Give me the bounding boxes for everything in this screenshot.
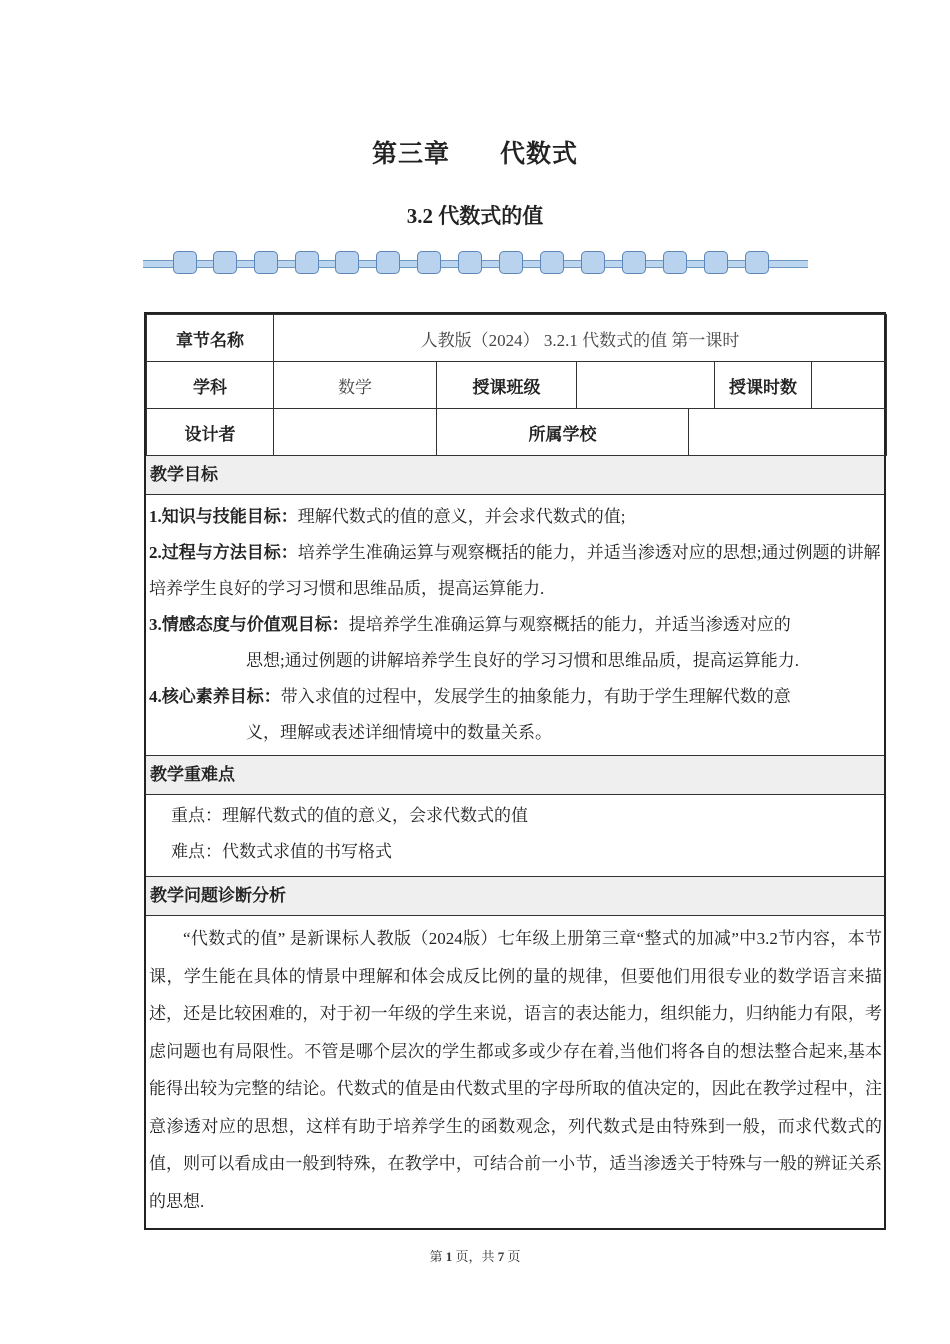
chapter-number: 第三章: [371, 141, 450, 168]
analysis-heading: 教学问题诊断分析: [146, 876, 884, 916]
school-value[interactable]: [689, 409, 887, 456]
school-label: 所属学校: [437, 409, 689, 456]
goal-label: 3.情感态度与价值观目标：: [149, 615, 349, 634]
goal-text: 提培养学生准确运算与观察概括的能力，并适当渗透对应的: [348, 615, 791, 634]
analysis-section: [146, 916, 884, 1228]
page-total: 7: [497, 1249, 505, 1264]
section-title: 3.2 代数式的值: [406, 204, 544, 228]
hours-value[interactable]: [812, 362, 887, 409]
key-points-section: [146, 795, 884, 876]
analysis-text: “代数式的值” 是新课标人教版（2024版）七年级上册第三章“整式的加减”中3.2节内容，本节课，学生能在具体的情景中理解和体会成反比例的量的规律，但要他们用很专业的数学语言来描述，还是比较困难的，对于初一年级的学生来说，语言的表达能力，组织能力，归纳能力有限，考虑问题也有局限性。不管是哪个层次的学生都或多或少存在着,当他们将各自的想法整合起来,基本能得出较为完整的结论。代数式的值是由代数式里的字母所取的值决定的，因此在教学过程中，注意渗透对应的思想，这样有助于培养学生的函数观念，列代数式是由特殊到一般，而求代数式的值，则可以看成由一般到特殊，在教学中，可结合前一小节，适当渗透关于特殊与一般的辨证关系的思想.: [149, 929, 882, 1211]
footer-prefix: 第: [429, 1249, 446, 1264]
goal-item: [149, 499, 882, 535]
chapter-name-label: 章节名称: [147, 315, 274, 362]
class-label: 授课班级: [437, 362, 577, 409]
lesson-plan-table: [144, 312, 886, 1230]
designer-value[interactable]: [274, 409, 437, 456]
hours-label: 授课时数: [715, 362, 812, 409]
key-points-heading: 教学重难点: [146, 755, 884, 795]
goal-item: [149, 679, 882, 751]
difficulty-point: 难点：代数式求值的书写格式: [171, 842, 392, 861]
goals-section: [146, 495, 884, 755]
goal-text-continued: 义，理解或表述详细情境中的数量关系。: [246, 723, 552, 742]
goal-item: [149, 607, 882, 679]
page-footer: [0, 1246, 950, 1265]
goal-text: 带入求值的过程中，发展学生的抽象能力，有助于学生理解代数的意: [280, 687, 791, 706]
goal-label: 2.过程与方法目标：: [149, 543, 298, 562]
decorative-chain-divider: [143, 248, 808, 278]
goal-text: 理解代数式的值的意义，并会求代数式的值;: [297, 507, 626, 526]
chapter-title: [0, 134, 950, 170]
goal-label: 4.核心素养目标：: [149, 687, 281, 706]
footer-middle: 页，共: [452, 1249, 498, 1264]
goal-item: [149, 535, 882, 607]
goal-text-continued: 思想;通过例题的讲解培养学生良好的学习习惯和思维品质，提高运算能力.: [246, 651, 799, 670]
info-table: [146, 314, 887, 456]
goal-text: 培养学生准确运算与观察概括的能力，并适当渗透对应的思想;通过例题的讲解培养学生良好的学习习惯和思维品质，提高运算能力.: [149, 543, 881, 598]
designer-label: 设计者: [147, 409, 274, 456]
goal-label: 1.知识与技能目标：: [149, 507, 298, 526]
focus-point: 重点：理解代数式的值的意义，会求代数式的值: [171, 806, 528, 825]
subject-value: 数学: [274, 362, 437, 409]
class-value[interactable]: [577, 362, 715, 409]
subject-label: 学科: [147, 362, 274, 409]
page-number: 1: [445, 1249, 453, 1264]
footer-suffix: 页: [504, 1249, 521, 1264]
chapter-name-value: 人教版（2024） 3.2.1 代数式的值 第一课时: [274, 315, 887, 362]
chapter-topic: 代数式: [500, 141, 579, 168]
goals-heading: 教学目标: [146, 456, 884, 495]
